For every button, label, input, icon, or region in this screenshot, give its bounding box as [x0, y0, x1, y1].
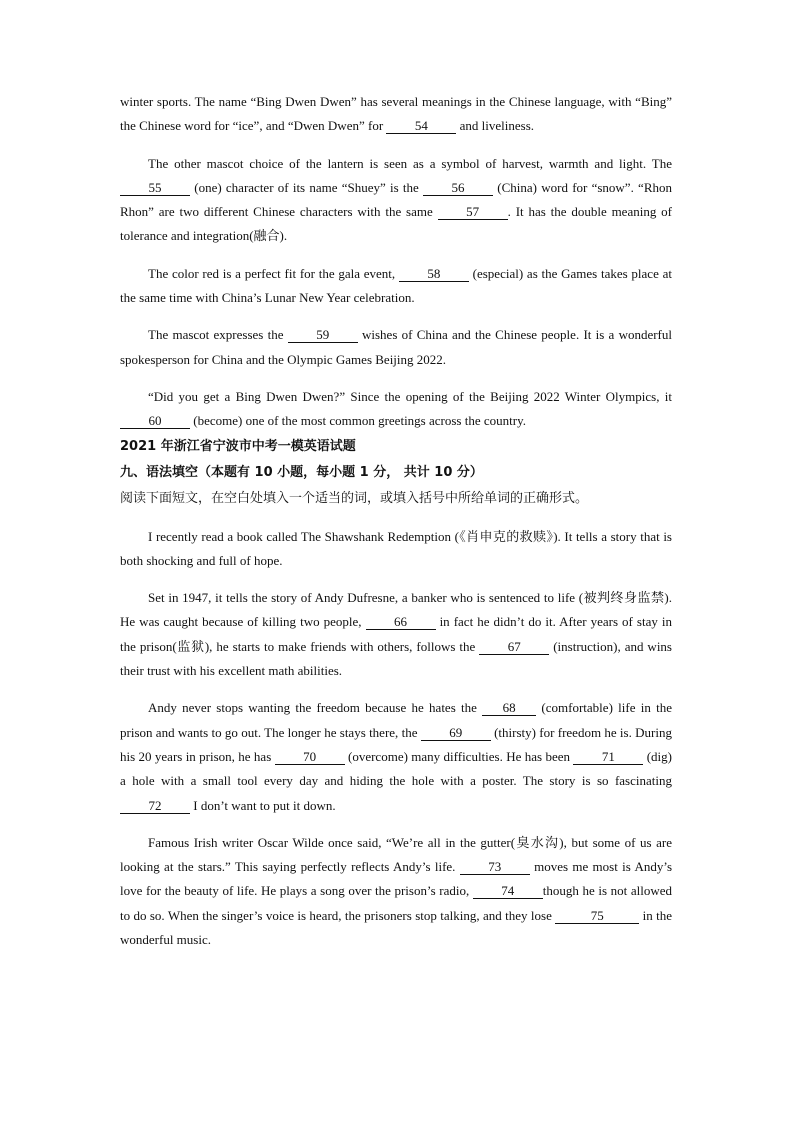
blank-67: 67	[479, 640, 549, 655]
text: wishes of China and the Chinese people. It is a wonderful spokesperson for China and the Olympic Games Beijing 2022.	[120, 327, 672, 367]
paragraph-3	[120, 262, 672, 311]
text: (instruction), and wins their trust with his excellent math abilities.	[120, 638, 672, 679]
text: (overcome) many difficulties. He has been	[344, 748, 574, 764]
text: Famous Irish writer Oscar Wilde once said, “We’re all in the gutter(臭水沟), but some of us are looking at the stars.” This saying perfectly reflects Andy’s life.	[120, 834, 672, 875]
blank-55: 55	[120, 181, 190, 196]
blank-56: 56	[423, 181, 493, 196]
text: Set in 1947, it tells the story of Andy Dufresne, a banker who is sentenced to life (被判终身监禁). He was caught because of killing two people,	[120, 590, 672, 630]
blank-68: 68	[482, 701, 536, 716]
paragraph-7	[120, 586, 672, 683]
text: (dig) a hole with a small tool every day and hiding the hole with a poster. The story is so fascinating	[120, 748, 672, 789]
text: (China) word for “snow”. “Rhon Rhon” are two different Chinese characters with the same	[120, 179, 673, 220]
paragraph-2	[120, 152, 672, 249]
paragraph-8	[120, 696, 672, 817]
blank-57: 57	[438, 205, 508, 220]
text: I don’t want to put it down.	[190, 797, 336, 813]
blank-60: 60	[120, 414, 190, 429]
paragraph-9	[120, 831, 672, 952]
blank-74: 74	[473, 884, 543, 899]
text: (thirsty) for freedom he is. During his 20 years in prison, he has	[120, 724, 672, 764]
section-heading: 2021 年浙江省宁波市中考一模英语试题	[120, 438, 356, 454]
text: and liveliness.	[456, 118, 535, 134]
text: The other mascot choice of the lantern is seen as a symbol of harvest, warmth and light. The	[148, 155, 672, 171]
text: (become) one of the most common greetings across the country.	[190, 413, 526, 429]
text: winter sports. The name “Bing Dwen Dwen” has several meanings in the Chinese language, with “Bing” the Chinese word for “ice”, and “Dwen Dwen” for	[120, 94, 672, 134]
paragraph-1	[120, 90, 672, 139]
text: . It has the double meaning of tolerance and integration(融合).	[120, 204, 672, 244]
blank-75: 75	[555, 909, 639, 924]
paragraph-5	[120, 385, 672, 434]
page-content	[120, 90, 672, 952]
blank-58: 58	[399, 267, 469, 282]
text: though he is not allowed to do so. When the singer’s voice is heard, the prisoners stop talking, and they lose	[120, 883, 672, 923]
paragraph-4	[120, 323, 672, 372]
blank-72: 72	[120, 799, 190, 814]
blank-59: 59	[288, 328, 358, 343]
blank-69: 69	[421, 726, 491, 741]
text: moves me most is Andy’s love for the beauty of life. He plays a song over the prison’s radio,	[120, 859, 673, 899]
text: The color red is a perfect fit for the gala event,	[148, 265, 399, 281]
text: Andy never stops wanting the freedom because he hates the	[148, 700, 483, 716]
text: in the wonderful music.	[120, 907, 672, 948]
blank-70: 70	[275, 750, 345, 765]
text: (especial) as the Games takes place at the same time with China’s Lunar New Year celebration.	[120, 265, 672, 306]
blank-71: 71	[573, 750, 643, 765]
text: The mascot expresses the	[148, 327, 288, 343]
blank-66: 66	[366, 615, 436, 630]
blank-54: 54	[386, 119, 456, 134]
instruction-text: 阅读下面短文，在空白处填入一个适当的词，或填入括号中所给单词的正确形式。	[120, 490, 589, 506]
blank-73: 73	[460, 860, 530, 875]
question-heading: 九、语法填空（本题有 10 小题，每小题 1 分， 共计 10 分）	[120, 464, 483, 480]
text: (one) character of its name “Shuey” is the	[190, 179, 424, 195]
text: “Did you get a Bing Dwen Dwen?” Since the opening of the Beijing 2022 Winter Olympics, it	[148, 388, 672, 404]
text: in fact he didn’t do it. After years of stay in the prison(监狱), he starts to make friends with others, follows the	[120, 614, 672, 654]
paragraph-6: I recently read a book called The Shawshank Redemption (《肖申克的救赎》). It tells a story that is both shocking and full of hope.	[120, 528, 672, 568]
text: (comfortable) life in the prison and wants to go out. The longer he stays there, the	[120, 700, 672, 740]
